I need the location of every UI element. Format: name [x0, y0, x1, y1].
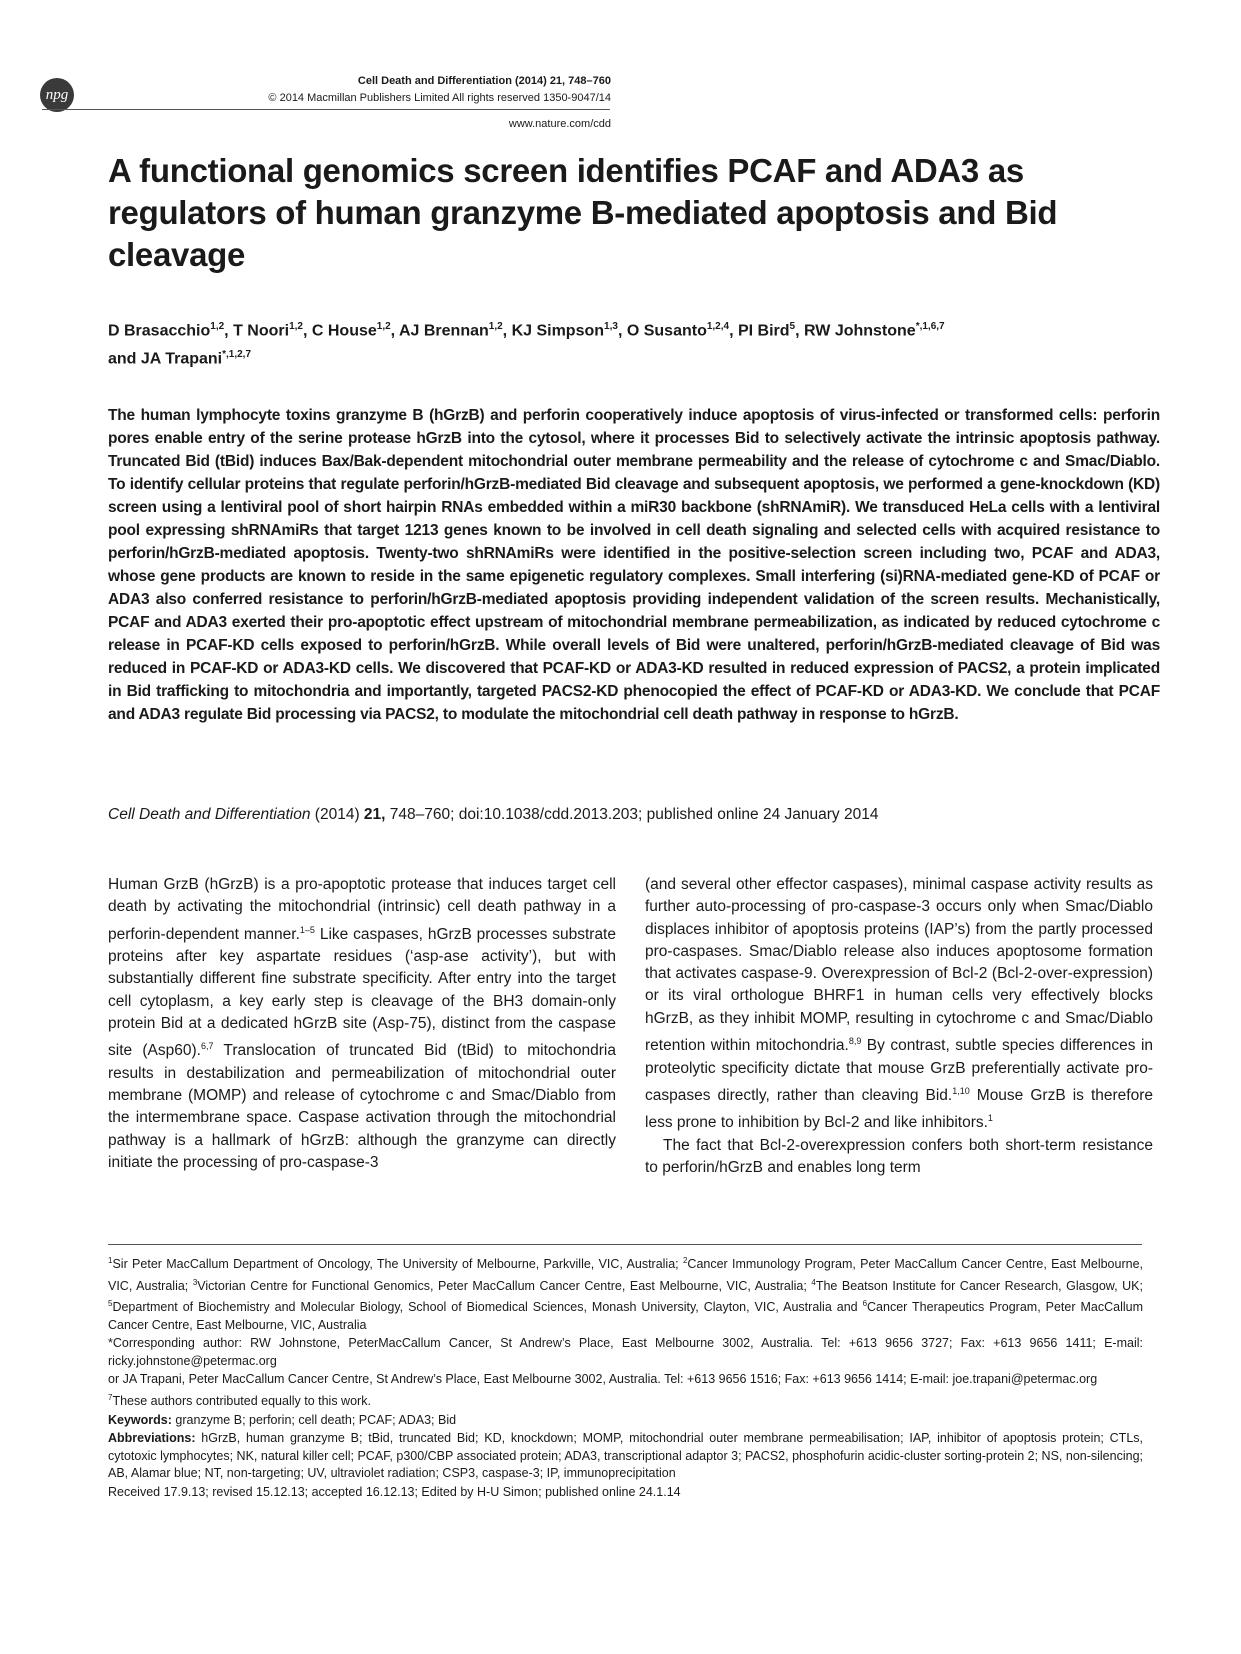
article-title: A functional genomics screen identifies PCAF and ADA3 as regulators of human granzyme B-mediated apoptosis and Bid cleavage: [108, 152, 1058, 273]
footnote-number: 7: [108, 1393, 113, 1403]
corresponding-author-2: or JA Trapani, Peter MacCallum Cancer Centre, St Andrew’s Place, East Melbourne 3002, Australia. Tel: +613 9656 1516; Fax: +613 9656 1414; E-mail: joe.trapani@petermac.org: [108, 1371, 1098, 1386]
affiliation: Department of Biochemistry and Molecular Biology, School of Biomedical Sciences, Monash University, Clayton, VIC, Australia and: [112, 1300, 863, 1315]
affiliation-number: 4: [811, 1277, 816, 1287]
citation-year: (2014): [314, 806, 360, 823]
author-affiliation: *,1,2,7: [222, 349, 252, 361]
body-text: Human GrzB (hGrzB) is a pro-apoptotic protease that induces target cell death by activating the mitochondrial (intrinsic) cell death pathway in a perforin-dependent manner.: [108, 876, 616, 943]
reference-link[interactable]: 1: [987, 1113, 993, 1124]
affiliations: [108, 1252, 1143, 1334]
author-affiliation: 1,2: [488, 321, 503, 332]
author: T Noori: [233, 322, 290, 340]
affiliation-number: 6: [862, 1299, 868, 1309]
copyright-line: © 2014 Macmillan Publishers Limited All rights reserved 1350-9047/14: [268, 92, 611, 104]
abbreviations-label: Abbreviations:: [108, 1431, 196, 1446]
npg-logo: npg: [40, 78, 74, 112]
author-affiliation: 1,2: [376, 321, 391, 332]
body-text: (and several other effector caspases), minimal caspase activity results as further auto-processing of pro-caspase-3 occurs only when Smac/Diablo displaces inhibitor of apoptosis proteins (IAP’s) from the partly processed pro-caspases. Smac/Diablo release also induces apoptosome formation that activates caspase-9. Overexpression of Bcl-2 (Bcl-2-over-expression) or its viral orthologue BHRF1 in human cells very effectively blocks hGrzB, as they inhibit MOMP, resulting in cytochrome c and Smac/Diablo retention within mitochondria.: [645, 876, 1153, 1055]
reference-link[interactable]: 6,7: [200, 1041, 214, 1052]
author: KJ Simpson: [511, 322, 605, 340]
author-list: D Brasacchio$^{1,2}$, T Noori$^{1,2}$, C House$^{1,2}$, AJ Brennan$^{1,2}$, KJ Simpson$^{1,3}$, O Susanto$^{1,2,4}$, PI Bird$^5$, RW Johnstone$^{*,1,6,7}$ and JA Trapani$^{*,1,2,7}$: [108, 321, 945, 368]
citation-doi: 748–760; doi:10.1038/cdd.2013.203; published online 24 January 2014: [389, 806, 879, 823]
journal-line: Cell Death and Differentiation (2014) 21, 748–760: [357, 75, 611, 87]
reference-link[interactable]: 8,9: [848, 1036, 862, 1047]
body-paragraph: The fact that Bcl-2-overexpression confers both short-term resistance to perforin/hGrzB and enables long term: [645, 1136, 1153, 1177]
reference-link[interactable]: 1,10: [952, 1085, 970, 1096]
body-paragraph: [108, 874, 616, 1174]
equal-contribution-note: [108, 1389, 1143, 1411]
citation-line: [108, 804, 1160, 826]
affiliation: Victorian Centre for Functional Genomics, Peter MacCallum Cancer Centre, East Melbourne, VIC, Australia;: [197, 1278, 812, 1293]
corresponding-author-1: *Corresponding author: RW Johnstone, PeterMacCallum Cancer, St Andrew’s Place, East Melbourne 3002, Australia. Tel: +613 9656 3727; Fax: +613 9656 1411; E-mail: ricky.johnstone@petermac.org: [108, 1336, 1143, 1368]
footnotes: [108, 1252, 1143, 1502]
keywords: [108, 1412, 1143, 1429]
citation-journal: Cell Death and Differentiation: [108, 806, 311, 823]
author: PI Bird: [737, 322, 790, 340]
author-affiliation: 1,2: [289, 321, 303, 332]
body-text: By contrast, subtle species differences in proteolytic specificity dictate that mouse GrzB preferentially activate pro-caspases directly, rather than cleaving Bid.: [645, 1037, 1154, 1104]
affiliation-number: 3: [192, 1277, 198, 1287]
body-paragraph: [645, 874, 1153, 1135]
received-dates: Received 17.9.13; revised 15.12.13; accepted 16.12.13; Edited by H-U Simon; published online 24.1.14: [108, 1484, 681, 1499]
author-affiliation: 1,2: [210, 321, 225, 332]
body-column-left: [108, 874, 616, 1174]
author: C House: [311, 322, 377, 340]
author-affiliation: 1,2,4: [706, 321, 730, 332]
author-affiliation: 5: [789, 321, 796, 332]
footnote-rule: [108, 1244, 1142, 1245]
affiliation: Sir Peter MacCallum Department of Oncology, The University of Melbourne, Parkville, VIC, Australia;: [112, 1257, 683, 1272]
body-text: Like caspases, hGrzB processes substrate proteins after key aspartate residues (‘asp-ase activity’), but with substantially different fine substrate specificity. After entry into the target cell cytoplasm, a key early step is cleavage of the BH3 domain-only protein Bid at a dedicated hGrzB site (Asp-75), distinct from the caspase site (Asp60).: [108, 925, 616, 1060]
abbreviations: [108, 1430, 1143, 1482]
body-column-right: [645, 874, 1153, 1179]
keywords-label: Keywords:: [108, 1412, 172, 1427]
keywords-text: granzyme B; perforin; cell death; PCAF; ADA3; Bid: [171, 1412, 457, 1427]
abbreviations-text: hGrzB, human granzyme B; tBid, truncated Bid; KD, knockdown; MOMP, mitochondrial outer membrane permeabilisation; IAP, inhibitor of apoptosis protein; CTLs, cytotoxic lymphocytes; NK, natural killer cell; PCAF, p300/CBP associated protein; ADA3, transcriptional adaptor 3; PACS2, phosphofurin acidic-cluster sorting-protein 2; NS, non-silencing; AB, Alamar blue; NT, non-targeting; UV, ultraviolet radiation; CSP3, caspase-3; IP, immunoprecipitation: [108, 1431, 1143, 1481]
author: AJ Brennan: [398, 322, 489, 340]
author-affiliation: *,1,6,7: [915, 321, 945, 332]
body-text: Translocation of truncated Bid (tBid) to mitochondria results in destabilization and permeabilization of mitochondrial outer membrane (MOMP) and release of cytochrome c and Smac/Diablo from the intermembrane space. Caspase activation through the mitochondrial pathway is a hallmark of hGrzB: although the granzyme can directly initiate the processing of pro-caspase-3: [108, 1042, 616, 1171]
author-affiliation: 1,3: [604, 321, 618, 332]
journal-url[interactable]: www.nature.com/cdd: [508, 118, 611, 130]
author: D Brasacchio: [108, 322, 211, 340]
affiliation-number: 5: [108, 1299, 113, 1309]
footnote-text: These authors contributed equally to this work.: [112, 1394, 371, 1409]
affiliation: Cancer Therapeutics Program, Peter MacCallum Cancer Centre, East Melbourne, VIC, Australia: [108, 1300, 1143, 1332]
affiliation-number: 2: [682, 1256, 688, 1265]
author: RW Johnstone: [804, 322, 916, 340]
body-text: Mouse GrzB is therefore less prone to inhibition by Bcl-2 and like inhibitors.: [645, 1086, 1153, 1132]
affiliation-number: 1: [108, 1256, 113, 1265]
affiliation: Cancer Immunology Program, Peter MacCallum Cancer Centre, East Melbourne, VIC, Australia;: [108, 1257, 1143, 1293]
author: O Susanto: [626, 322, 707, 340]
citation-volume: 21,: [363, 806, 386, 823]
affiliation: The Beatson Institute for Cancer Research, Glasgow, UK;: [815, 1278, 1143, 1293]
author: JA Trapani: [140, 350, 223, 368]
abstract: The human lymphocyte toxins granzyme B (hGrzB) and perforin cooperatively induce apoptosis of virus-infected or transformed cells: perforin pores enable entry of the serine protease hGrzB into the cytosol, where it processes Bid to selectively activate the intrinsic apoptosis pathway. Truncated Bid (tBid) induces Bax/Bak-dependent mitochondrial outer membrane permeability and the release of cytochrome c and Smac/Diablo. To identify cellular proteins that regulate perforin/hGrzB-mediated Bid cleavage and subsequent apoptosis, we performed a gene-knockdown (KD) screen using a lentiviral pool of short hairpin RNAs embedded within a miR30 backbone (shRNAmiR). We transduced HeLa cells with a lentiviral pool expressing shRNAmiRs that target 1213 genes known to be involved in cell death signaling and selected cells with acquired resistance to perforin/hGrzB-mediated apoptosis. Twenty-two shRNAmiRs were identified in the positive-selection screen including two, PCAF and ADA3, whose gene products are known to reside in the same epigenetic regulatory complexes. Small interfering (si)RNA-mediated gene-KD of PCAF or ADA3 also conferred resistance to perforin/hGrzB-mediated apoptosis providing independent validation of the screen results. Mechanistically, PCAF and ADA3 exerted their pro-apoptotic effect upstream of mitochondrial membrane permeabilization, as indicated by reduced cytochrome c release in PCAF-KD cells exposed to perforin/hGrzB. While overall levels of Bid were unaltered, perforin/hGrzB-mediated cleavage of Bid was reduced in PCAF-KD or ADA3-KD cells. We discovered that PCAF-KD or ADA3-KD resulted in reduced expression of PACS2, a protein implicated in Bid trafficking to mitochondria and importantly, targeted PACS2-KD phenocopied the effect of PCAF-KD or ADA3-KD. We conclude that PCAF and ADA3 regulate Bid processing via PACS2, to modulate the mitochondrial cell death pathway in response to hGrzB.: [108, 407, 1160, 723]
reference-link[interactable]: 1–5: [299, 924, 315, 935]
header-rule: [42, 109, 610, 110]
